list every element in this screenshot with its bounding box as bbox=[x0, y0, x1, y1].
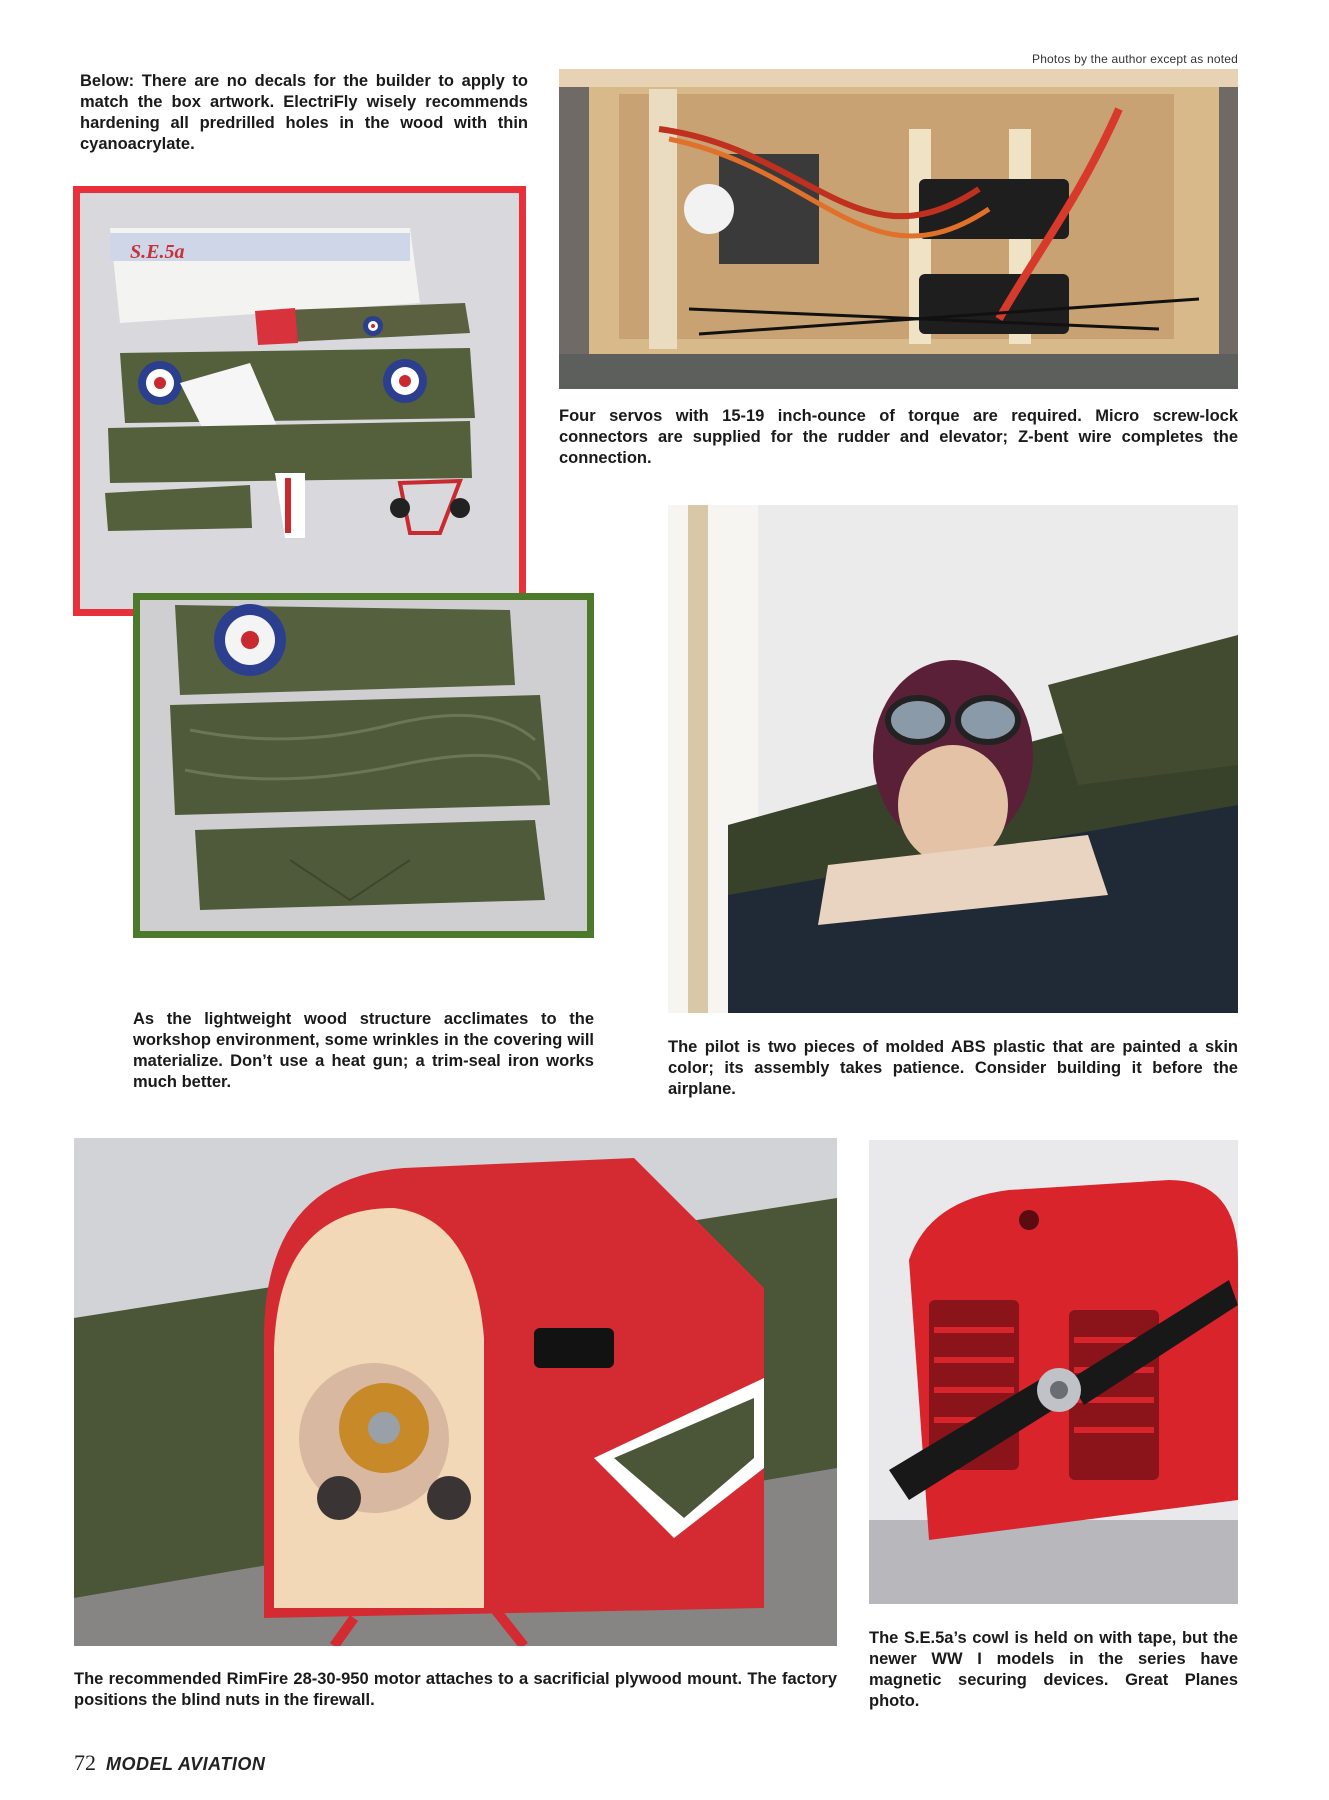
photo-kit-contents bbox=[73, 186, 526, 616]
caption-box-contents: Below: There are no decals for the builder to apply to match the box artwork. ElectriFly wisely recommends hardening all predrilled holes in the wood with thin cyanoacrylate. bbox=[80, 72, 528, 153]
page-footer bbox=[74, 1750, 265, 1776]
photo-wrinkled-wings bbox=[133, 593, 594, 938]
magazine-title: MODEL AVIATION bbox=[106, 1754, 266, 1774]
caption-servos: Four servos with 15-19 inch-ounce of torque are required. Micro screw-lock connectors are supplied for the rudder and elevator; Z-bent wire completes the connection. bbox=[559, 407, 1238, 467]
photo-cowl bbox=[869, 1140, 1238, 1604]
caption-pilot: The pilot is two pieces of molded ABS plastic that are painted a skin color; its assembly takes patience. Consider building it before the airplane. bbox=[668, 1038, 1238, 1098]
photo-pilot bbox=[668, 505, 1238, 1013]
caption-motor: The recommended RimFire 28-30-950 motor attaches to a sacrificial plywood mount. The factory positions the blind nuts in the firewall. bbox=[74, 1670, 837, 1709]
photo-motor-mount bbox=[74, 1138, 837, 1646]
page-number: 72 bbox=[74, 1750, 96, 1775]
photo-servo-tray bbox=[559, 69, 1238, 389]
photo-credit: Photos by the author except as noted bbox=[1031, 52, 1238, 66]
box-art-title: S.E.5a bbox=[130, 241, 185, 263]
caption-wrinkles: As the lightweight wood structure acclimates to the workshop environment, some wrinkles in the covering will materialize. Don’t use a heat gun; a trim-seal iron works much better. bbox=[133, 1010, 594, 1091]
caption-cowl: The S.E.5a’s cowl is held on with tape, but the newer WW I models in the series have magnetic securing devices. Great Planes photo. bbox=[869, 1629, 1238, 1710]
